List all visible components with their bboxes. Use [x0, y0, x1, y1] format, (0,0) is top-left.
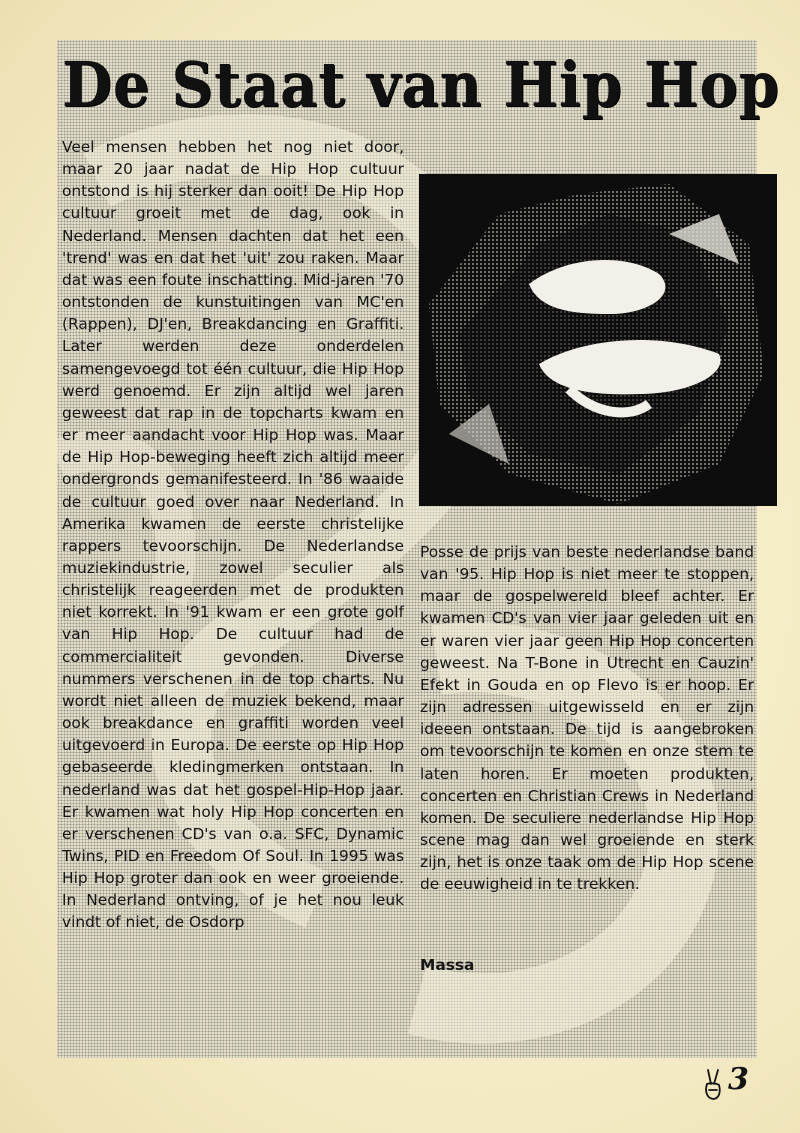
- author-signature: Massa: [420, 956, 475, 974]
- article-column-left: Veel mensen hebben het nog niet door, maar 20 jaar nadat de Hip Hop cultuur ontstond is hij sterker dan ooit! De Hip Hop cultuur groeit met de dag, ook in Nederland. Mensen dachten dat het een 'trend' was en dat het 'uit' zou raken. Maar dat was een foute inschatting. Mid-jaren '70 ontstonden de kunstuitingen van MC'en (Rappen), DJ'en, Breakdancing en Graffiti. Later werden deze onderdelen samengevoegd tot één cultuur, die Hip Hop werd genoemd. Er zijn altijd wel jaren geweest dat rap in de topcharts kwam en er meer aandacht voor Hip Hop was. Maar de Hip Hop-beweging heeft zich altijd meer ondergronds gemanifesteerd. In '86 waaide de cultuur goed over naar Nederland. In Amerika kwamen de eerste christelijke rappers tevoorschijn. De Nederlandse muziekindustrie, zowel seculier als christelijk reageerden met de produkten niet korrekt. In '91 kwam er een grote golf van Hip Hop. De cultuur had de commercialiteit gevonden. Diverse nummers verschenen in de top charts. Nu wordt niet alleen de muziek bekend, maar ook breakdance en graffiti worden veel uitgevoerd in Europa. De eerste op Hip Hop gebaseerde kledingmerken ontstaan. In nederland was dat het gospel-Hip-Hop jaar. Er kwamen wat holy Hip Hop concerten en er verschenen CD's van o.a. SFC, Dynamic Twins, PID en Freedom Of Soul. In 1995 was Hip Hop groter dan ook en weer groeiende. In Nederland ontving, of je het nou leuk vindt of niet, de Osdorp: [62, 138, 404, 932]
- page-number: 3: [728, 1062, 749, 1097]
- photo-graphic: [419, 174, 777, 506]
- article-column-right: Posse de prijs van beste nederlandse band van '95. Hip Hop is niet meer te stoppen, maar de gospelwereld bleef achter. Er kwamen CD's van vier jaar geleden uit en er waren vier jaar geen Hip Hop concerten geweest. Na T-Bone in Utrecht en Cauzin' Efekt in Gouda en op Flevo is er hoop. Er zijn adressen uitgewisseld en er zijn ideeen ontstaan. De tijd is aangebroken om tevoorschijn te komen en onze stem te laten horen. Er moeten produkten, concerten en Christian Crews in Nederland komen. De seculiere nederlandse Hip Hop scene mag dan wel groeiende en sterk zijn, het is onze taak om de Hip Hop scene de eeuwigheid in te trekken.: [420, 543, 754, 894]
- page-title: De Staat van Hip Hop: [62, 48, 780, 121]
- breakdancer-photo: [419, 174, 777, 506]
- peace-hand-icon: [702, 1068, 724, 1102]
